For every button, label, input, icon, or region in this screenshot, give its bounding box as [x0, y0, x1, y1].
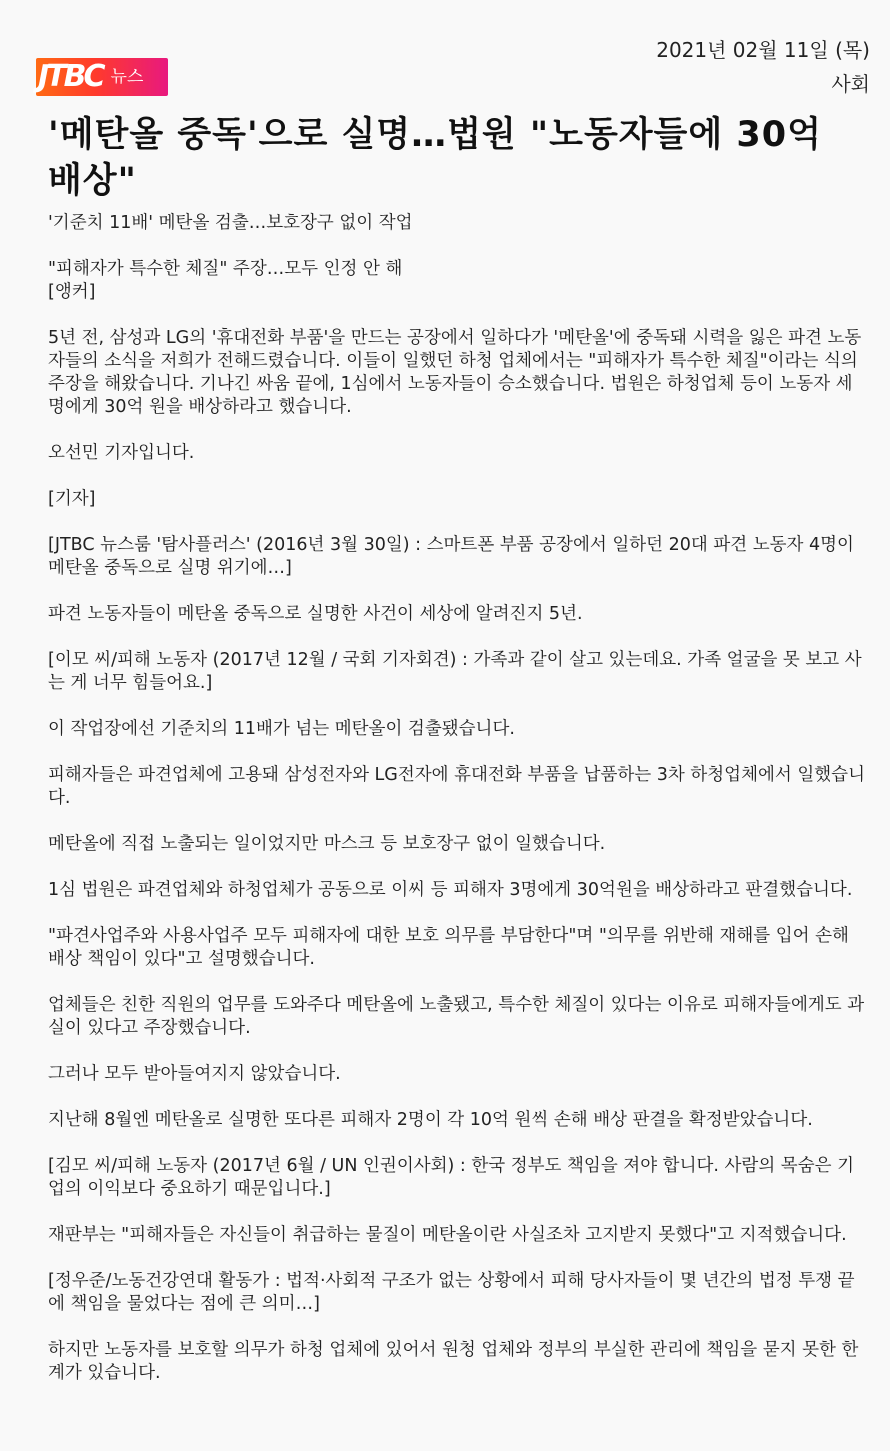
quote-paragraph: [김모 씨/피해 노동자 (2017년 6월 / UN 인권이사회) : 한국 정부도 책임을 져야 합니다. 사람의 목숨은 기업의 이익보다 중요하기 때문입니다.]: [48, 1156, 854, 1199]
paragraph: 5년 전, 삼성과 LG의 '휴대전화 부품'을 만드는 공장에서 일하다가 '메탄올'에 중독돼 시력을 잃은 파견 노동자들의 소식을 저희가 전해드렸습니다. 이들이 일했던 하청 업체에서는 "피해자가 특수한 체질"이라는 식의 주장을 해왔습니다. 기나긴 싸움 끝에, 1심에서 노동자들이 승소했습니다. 법원은 하청업체 등이 노동자 세 명에게 30억 원을 배상하라고 했습니다.: [48, 328, 862, 417]
paragraph: "파견사업주와 사용사업주 모두 피해자에 대한 보호 의무를 부담한다"며 "의무를 위반해 재해를 입어 손해 배상 책임이 있다"고 설명했습니다.: [48, 926, 849, 969]
paragraph: 1심 법원은 파견업체와 하청업체가 공동으로 이씨 등 피해자 3명에게 30억원을 배상하라고 판결했습니다.: [48, 880, 853, 900]
paragraph: 그러나 모두 받아들여지지 않았습니다.: [48, 1064, 341, 1084]
paragraph: 오선민 기자입니다.: [48, 443, 195, 463]
logo-brand-text: JTBC: [38, 59, 103, 94]
section-label: 사회: [831, 72, 870, 96]
paragraph: 메탄올에 직접 노출되는 일이었지만 마스크 등 보호장구 없이 일했습니다.: [48, 834, 606, 854]
quote-paragraph: [JTBC 뉴스룸 '탐사플러스' (2016년 3월 30일) : 스마트폰 부품 공장에서 일하던 20대 파견 노동자 4명이 메탄올 중독으로 실명 위기에…]: [48, 535, 854, 578]
paragraph: 재판부는 "피해자들은 자신들이 취급하는 물질이 메탄올이란 사실조차 고지받지 못했다"고 지적했습니다.: [48, 1225, 847, 1245]
paragraph: 지난해 8월엔 메탄올로 실명한 또다른 피해자 2명이 각 10억 원씩 손해 배상 판결을 확정받았습니다.: [48, 1110, 813, 1130]
paragraph: 하지만 노동자를 보호할 의무가 하청 업체에 있어서 원청 업체와 정부의 부실한 관리에 책임을 묻지 못한 한계가 있습니다.: [48, 1340, 859, 1383]
paragraph: 이 작업장에선 기준치의 11배가 넘는 메탄올이 검출됐습니다.: [48, 719, 515, 739]
quote-paragraph: [이모 씨/피해 노동자 (2017년 12월 / 국회 기자회견) : 가족과 같이 살고 있는데요. 가족 얼굴을 못 보고 사는 게 너무 힘들어요.]: [48, 650, 862, 693]
sub-headline: '기준치 11배' 메탄올 검출…보호장구 없이 작업: [48, 213, 413, 233]
publish-date: 2021년 02월 11일 (목): [656, 38, 870, 62]
paragraph: 파견 노동자들이 메탄올 중독으로 실명한 사건이 세상에 알려진지 5년.: [48, 604, 583, 624]
article-header: [0, 0, 890, 112]
quote-paragraph: [정우준/노동건강연대 활동가 : 법적·사회적 구조가 없는 상황에서 피해 당사자들이 몇 년간의 법정 투쟁 끝에 책임을 물었다는 점에 큰 의미…]: [48, 1271, 855, 1314]
logo-sub-text: 뉴스: [110, 67, 144, 87]
reporter-label: [기자]: [48, 489, 96, 509]
anchor-label: [앵커]: [48, 282, 96, 302]
sub-headline: "피해자가 특수한 체질" 주장…모두 인정 안 해: [48, 259, 403, 279]
jtbc-news-logo[interactable]: [36, 58, 168, 96]
paragraph: 업체들은 친한 직원의 업무를 도와주다 메탄올에 노출됐고, 특수한 체질이 있다는 이유로 피해자들에게도 과실이 있다고 주장했습니다.: [48, 995, 865, 1038]
article-body: [48, 212, 868, 1408]
paragraph: 피해자들은 파견업체에 고용돼 삼성전자와 LG전자에 휴대전화 부품을 납품하는 3차 하청업체에서 일했습니다.: [48, 765, 865, 808]
article-headline: '메탄올 중독'으로 실명…법원 "노동자들에 30억 배상": [48, 115, 822, 201]
